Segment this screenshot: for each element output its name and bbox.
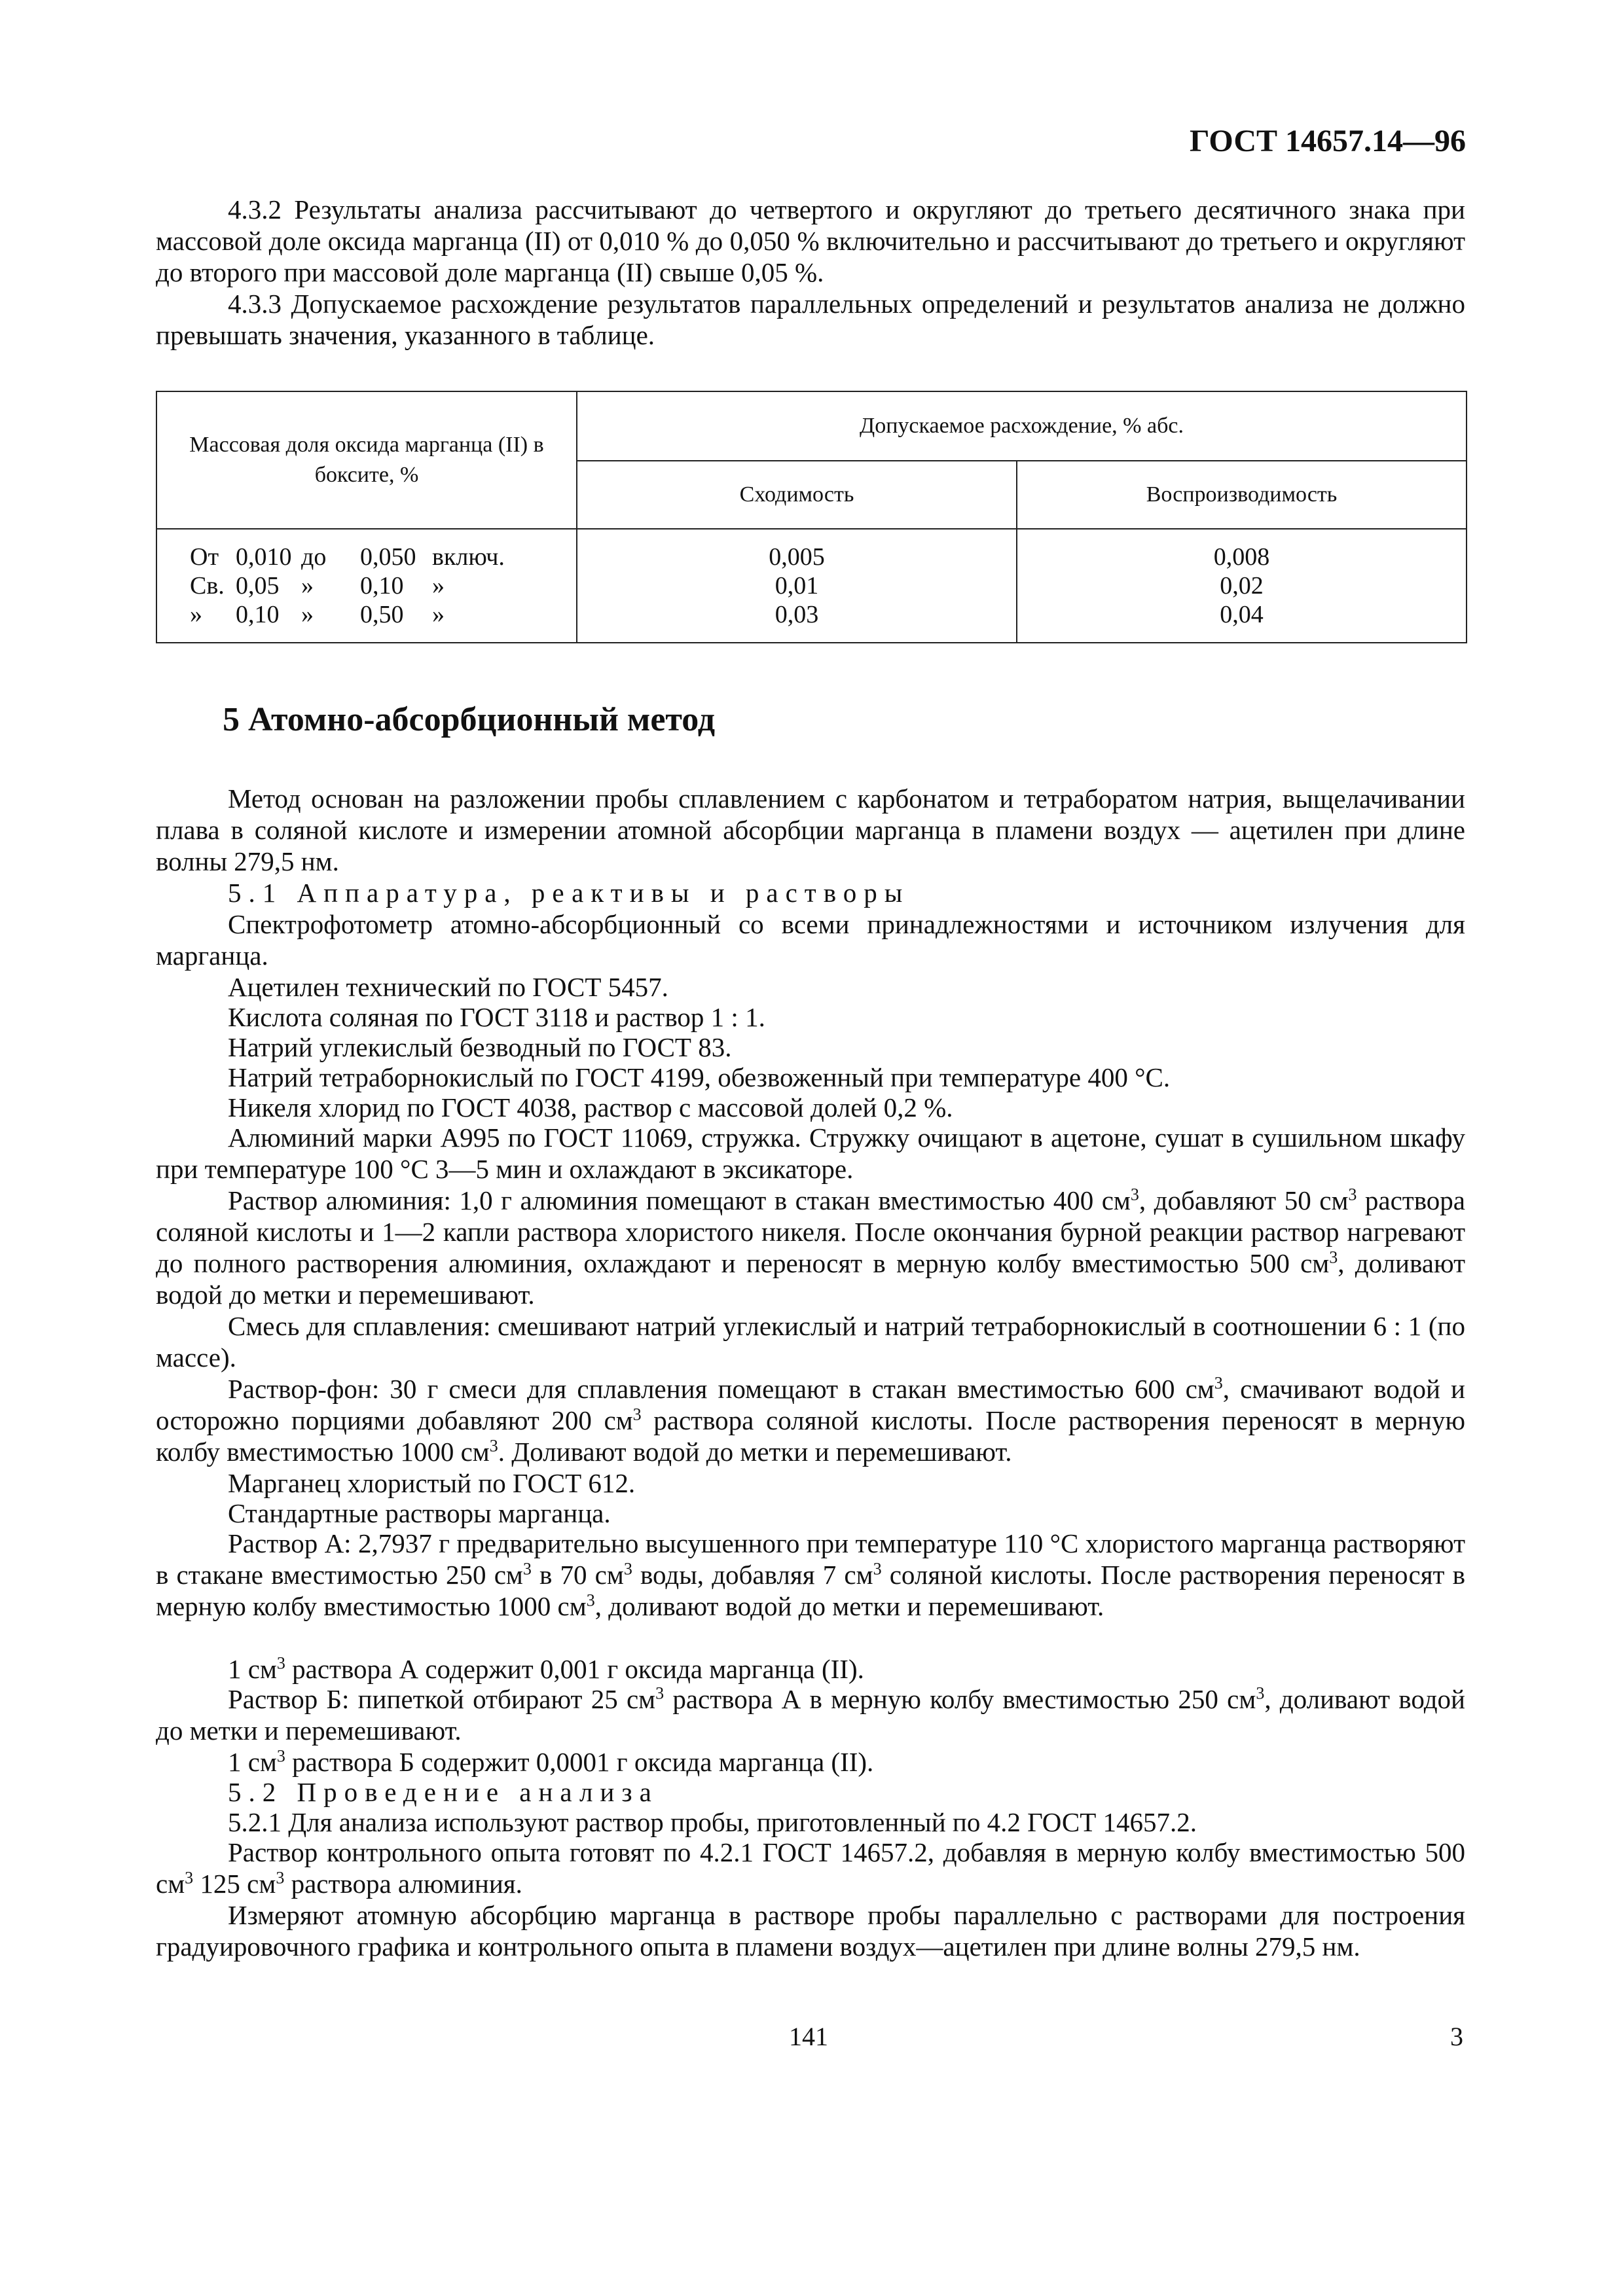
item-solution-a: Раствор А: 2,7937 г предварительно высушенного при температуре 110 °С хлористого марганца растворяют в стакане вместимостью 250 $см^3$ в 70 $см^3$ воды, добавляя 7 $см^3$ соляной кислоты. После растворения переносят в мерную колбу вместимостью 1000 $см^3$, доливают водой до метки и перемешивают. bbox=[156, 1528, 1465, 1621]
item-nickel-chloride: Никеля хлорид по ГОСТ 4038, раствор с массовой долей 0,2 %. bbox=[228, 1092, 953, 1122]
table-row: » 0,10 » 0,50 » bbox=[190, 601, 445, 628]
paragraph-5-2-1: 5.2.1 Для анализа используют раствор пробы, приготовленный по 4.2 ГОСТ 14657.2. bbox=[228, 1807, 1197, 1837]
table-cell: 0,008 bbox=[1213, 543, 1270, 571]
item-spectrophotometer: Спектрофотометр атомно-абсорбционный со всеми принадлежностями и источником излучения для марганца. bbox=[156, 909, 1465, 971]
document-code-header: ГОСТ 14657.14—96 bbox=[1190, 124, 1466, 158]
paragraph-4-3-3: 4.3.3 Допускаемое расхождение результатов параллельных определений и результатов анализа не должно превышать значения, указанного в таблице. bbox=[156, 289, 1465, 350]
section-5-title: 5 Атомно-абсорбционный метод bbox=[223, 701, 716, 738]
item-acetylene: Ацетилен технический по ГОСТ 5457. bbox=[228, 972, 668, 1002]
page-number-right: 3 bbox=[1450, 2022, 1463, 2051]
item-solution-b-content: 1 $см^3$ раствора Б содержит 0,0001 г оксида марганца (II). bbox=[228, 1746, 874, 1777]
table-header-mass-fraction: Массовая доля оксида марганца (II) в боксите, % bbox=[156, 391, 577, 529]
heading-5-2: 5.2 Проведение анализа bbox=[228, 1777, 659, 1807]
table-header-tolerance: Допускаемое расхождение, % абс. bbox=[577, 391, 1467, 461]
item-manganese-chloride: Марганец хлористый по ГОСТ 612. bbox=[228, 1468, 636, 1498]
table-convergence-values bbox=[577, 529, 1017, 643]
item-background-solution: Раствор-фон: 30 г смеси для сплавления помещают в стакан вместимостью 600 $см^3$, смачивают водой и осторожно порциями добавляют 200 $см^3$ раствора соляной кислоты. После растворения переносят в мерную колбу вместимостью 1000 $см^3$. Доливают водой до метки и перемешивают. bbox=[156, 1373, 1465, 1467]
item-control-solution: Раствор контрольного опыта готовят по 4.2.1 ГОСТ 14657.2, добавляя в мерную колбу вместимостью 500 $см^3$ 125 $см^3$ раствора алюминия. bbox=[156, 1837, 1465, 1899]
table-cell: 0,01 bbox=[775, 572, 819, 600]
item-solution-a-content: 1 $см^3$ раствора А содержит 0,001 г оксида марганца (II). bbox=[228, 1653, 864, 1684]
item-measurement: Измеряют атомную абсорбцию марганца в растворе пробы параллельно с растворами для построения градуировочного графика и контрольного опыта в пламени воздух—ацетилен при длине волны 279,5 нм. bbox=[156, 1900, 1465, 1962]
item-aluminium-solution: Раствор алюминия: 1,0 г алюминия помещают в стакан вместимостью 400 $см^3$, добавляют 50 $см^3$ раствора соляной кислоты и 1—2 капли раствора хлористого никеля. После окончания бурной реакции раствор нагревают до полного растворения алюминия, охлаждают и переносят в мерную колбу вместимостью 500 $см^3$, доливают водой до метки и перемешивают. bbox=[156, 1185, 1466, 1310]
table-cell: 0,02 bbox=[1220, 572, 1264, 600]
table-cell: 0,03 bbox=[775, 601, 819, 628]
table-header-reproducibility: Воспроизводимость bbox=[1017, 461, 1467, 529]
table-cell: 0,04 bbox=[1220, 601, 1264, 628]
item-solution-b: Раствор Б: пипеткой отбирают 25 $см^3$ раствора А в мерную колбу вместимостью 250 $см^3$, доливают водой до метки и перемешивают. bbox=[156, 1683, 1465, 1746]
paragraph-4-3-2: 4.3.2 Результаты анализа рассчитывают до четвертого и округляют до третьего десятичного знака при массовой доле оксида марганца (II) от 0,010 % до 0,050 % включительно и рассчитывают до третьего и округляют до второго при массовой доле марганца (II) свыше 0,05 %. bbox=[156, 194, 1465, 287]
tolerance-table bbox=[156, 391, 1467, 643]
item-sodium-carbonate: Натрий углекислый безводный по ГОСТ 83. bbox=[228, 1032, 732, 1062]
item-fusion-mixture: Смесь для сплавления: смешивают натрий углекислый и натрий тетраборнокислый в соотношении 6 : 1 (по массе). bbox=[156, 1311, 1465, 1372]
heading-5-1: 5.1 Аппаратура, реактивы и растворы bbox=[228, 878, 910, 908]
section-5-intro: Метод основан на разложении пробы сплавлением с карбонатом и тетраборатом натрия, выщелачивании плава в соляной кислоте и измерении атомной абсорбции марганца в пламени воздух — ацетилен при длине волны 279,5 нм. bbox=[156, 783, 1465, 876]
table-reproducibility-values bbox=[1017, 529, 1467, 643]
table-row: От 0,010 до 0,050 включ. bbox=[190, 543, 505, 571]
item-sodium-tetraborate: Натрий тетраборнокислый по ГОСТ 4199, обезвоженный при температуре 400 °С. bbox=[228, 1062, 1171, 1092]
item-aluminium: Алюминий марки А995 по ГОСТ 11069, стружка. Стружку очищают в ацетоне, сушат в сушильном шкафу при температуре 100 °С 3—5 мин и охлаждают в эксикаторе. bbox=[156, 1122, 1465, 1184]
table-header-convergence: Сходимость bbox=[577, 461, 1017, 529]
item-standard-solutions: Стандартные растворы марганца. bbox=[228, 1498, 611, 1528]
item-hydrochloric-acid: Кислота соляная по ГОСТ 3118 и раствор 1 : 1. bbox=[228, 1002, 765, 1032]
table-range-cell bbox=[156, 529, 577, 643]
table-row: Св. 0,05 » 0,10 » bbox=[190, 572, 445, 600]
page-number-center: 141 bbox=[789, 2022, 828, 2051]
table-cell: 0,005 bbox=[769, 543, 825, 571]
